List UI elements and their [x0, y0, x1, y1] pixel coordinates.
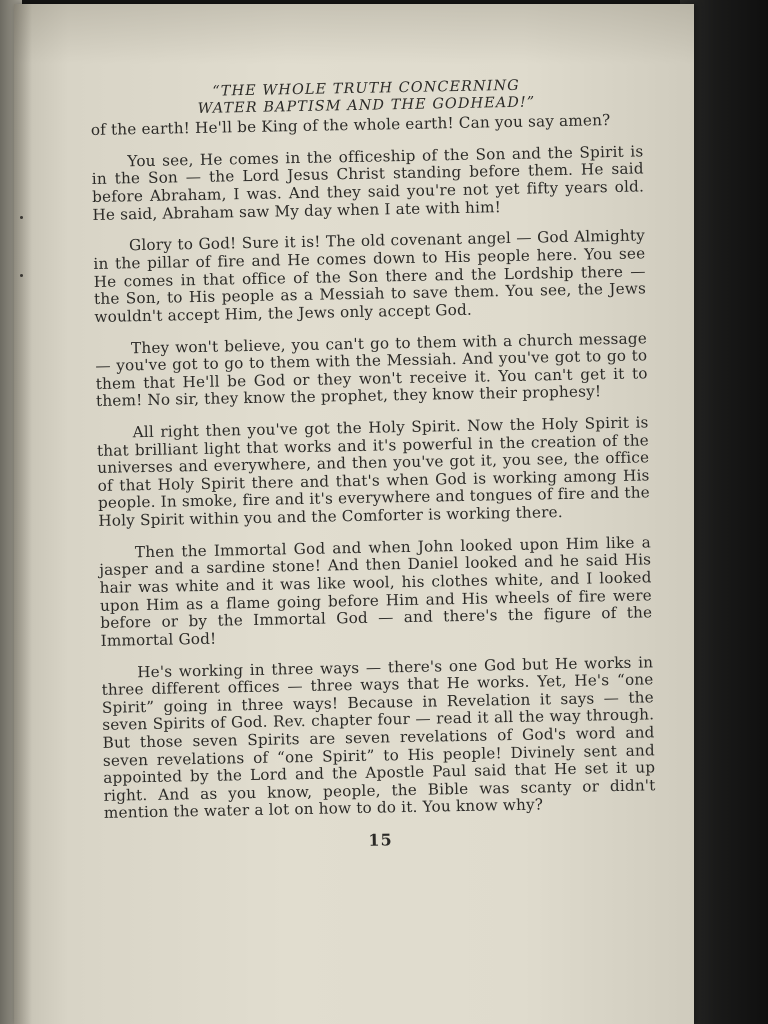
gutter-shadow	[14, 4, 32, 1024]
paragraph: They won't believe, you can't go to them with a church message — you've got to go to them with the Messiah. And you've got to go to them that He'll be God or they won't receive it. You can't get it to them! No sir, they know the prophet, they know their prophesy!	[95, 328, 648, 411]
paragraph: Glory to God! Sure it is! The old covenant angel — God Almighty in the pillar of fire and He comes down to His people here. You see He comes in that office of the Son there and the Lordship there — the Son, to His people as a Messiah to save them. You see, the Jews wouldn't accept Him, the Jews only accept God.	[93, 226, 647, 326]
paragraph: All right then you've got the Holy Spirit. Now the Holy Spirit is that brilliant light that works and it's powerful in the creation of the universes and everywhere, and then you've got it, you see, the office of that Holy Spirit there and that's when God is working among His people. In smoke, fire and it's everywhere and tongues of fire and the Holy Spirit within you and the Comforter is working there.	[96, 413, 651, 530]
margin-mark	[20, 216, 23, 219]
margin-mark	[20, 274, 23, 277]
page-content	[90, 75, 657, 854]
running-head-line-2: WATER BAPTISM AND THE GODHEAD!”	[197, 93, 536, 117]
page-number: 15	[368, 830, 393, 850]
paragraph: Then the Immortal God and when John looked upon Him like a jasper and a sardine stone! And then Daniel looked and he said His hair was white and it was like wool, his clothes white, and I looked upon Him as a flame going before Him and His wheels of fire were before or by the Immortal God — and there's the figure of the Immortal God!	[99, 533, 653, 650]
paragraph: He's working in three ways — there's one God but He works in three different offices — three ways that He works. Yet, He's “one Spirit” going in three ways! Because in Revelation it says — the seven Spirits of God. Rev. chapter four — read it all the way through. But those seven Spirits are seven revelations of God's word and seven revelations of “one Spirit” to His people! Divinely sent and appointed by the Lord and the Apostle Paul said that He set it up right. And as you know, people, the Bible was scanty or didn't mention the water a lot on how to do it. You know why?	[101, 652, 656, 823]
paragraph: of the earth! He'll be King of the whole earth! Can you say amen?	[90, 111, 611, 139]
book-page	[14, 4, 694, 1024]
running-head-line-1: “THE WHOLE TRUTH CONCERNING	[212, 77, 520, 100]
paragraph: You see, He comes in the officeship of the Son and the Spirit is in the Son — the Lord Jesus Christ standing before them. He said before Abraham, I was. And they said you're not yet fifty years old. He said, Abraham saw My day when I ate with him!	[91, 142, 645, 224]
